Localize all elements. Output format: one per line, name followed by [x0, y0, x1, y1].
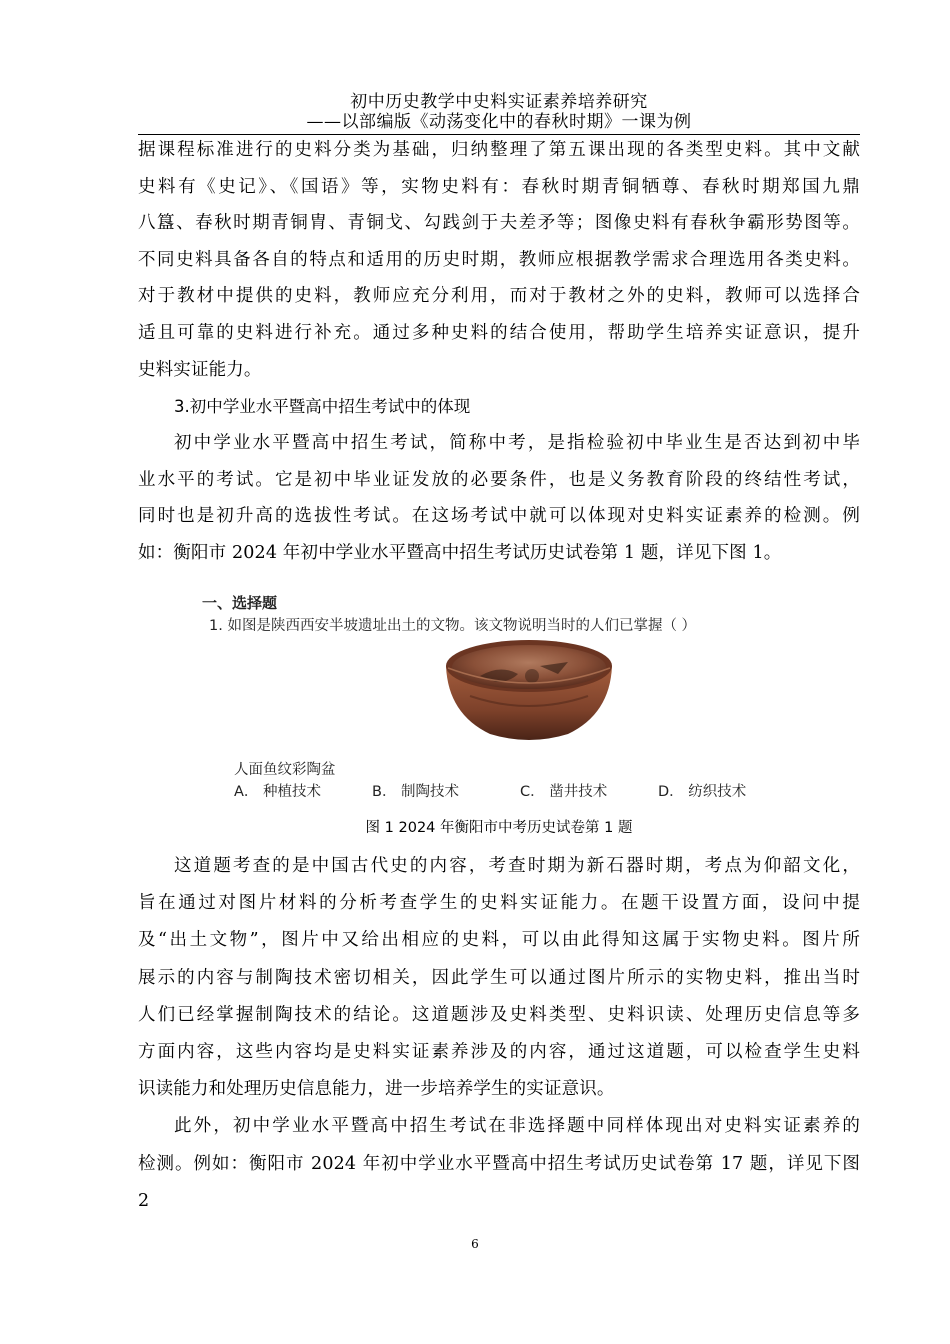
- paragraph-1: [138, 132, 860, 388]
- text-line: 不同史料具备各自的特点和适用的历史时期，教师应根据教学需求合理选用各类史料。: [138, 249, 860, 270]
- question-stem: 1. 如图是陕西西安半坡遗址出土的文物。该文物说明当时的人们已掌握（ ）: [209, 618, 697, 634]
- text-line: 初中学业水平暨高中招生考试，简称中考，是指检验初中毕业生是否达到初中毕: [174, 433, 860, 454]
- exam-question-figure: [200, 590, 800, 810]
- figure-caption: 图 1 2024 年衡阳市中考历史试卷第 1 题: [365, 820, 633, 836]
- option-a: A． 种植技术: [234, 784, 322, 800]
- text-line: 人们已经掌握制陶技术的结论。这道题涉及史料类型、史料识读、处理历史信息等多: [138, 1004, 860, 1025]
- text-line: 对于教材中提供的史料，教师应充分利用，而对于教材之外的史料，教师可以选择合: [138, 286, 860, 307]
- option-d: D． 纺织技术: [658, 784, 747, 800]
- header-title: 初中历史教学中史料实证素养培养研究: [350, 92, 648, 112]
- text-line: 旨在通过对图片材料的分析考查学生的史料实证能力。在题干设置方面，设问中提: [138, 893, 860, 914]
- paragraph-2: [138, 425, 860, 571]
- header-subtitle: ——以部编版《动荡变化中的春秋时期》一课为例: [306, 112, 692, 132]
- paragraph-4: [138, 1108, 860, 1220]
- painted-pottery-bowl-icon: [440, 636, 618, 744]
- text-line: 检测。例如：衡阳市 2024 年初中学业水平暨高中招生考试历史试卷第 17 题，详见下图: [138, 1153, 860, 1174]
- body-text-upper: [138, 132, 860, 572]
- artifact-label: 人面鱼纹彩陶盆: [234, 762, 336, 778]
- body-text-lower: [138, 848, 860, 1220]
- text-line: 同时也是初升高的选拔性考试。在这场考试中就可以体现对史料实证素养的检测。例: [138, 506, 860, 527]
- text-line: 史料实证能力。: [138, 359, 262, 380]
- text-line: 八簋、春秋时期青铜胄、青铜戈、勾践剑于夫差矛等；图像史料有春秋争霸形势图等。: [138, 213, 860, 234]
- option-c: C． 凿井技术: [520, 784, 608, 800]
- text-line: 此外，初中学业水平暨高中招生考试在非选择题中同样体现出对史料实证素养的: [174, 1116, 860, 1137]
- text-line: 这道题考查的是中国古代史的内容，考查时期为新石器时期，考点为仰韶文化，: [174, 856, 860, 876]
- text-line: 据课程标准进行的史料分类为基础，归纳整理了第五课出现的各类型史料。其中文献: [138, 140, 860, 160]
- paragraph-3: [138, 848, 860, 1108]
- option-b: B． 制陶技术: [372, 784, 460, 800]
- running-header: [138, 92, 860, 132]
- text-line: 史料有《史记》、《国语》等，实物史料有：春秋时期青铜牺尊、春秋时期郑国九鼎: [138, 176, 860, 197]
- text-line: 如：衡阳市 2024 年初中学业水平暨高中招生考试历史试卷第 1 题，详见下图 1。: [138, 542, 782, 563]
- section-heading: 3.初中学业水平暨高中招生考试中的体现: [174, 397, 471, 417]
- text-line: 业水平的考试。它是初中毕业证发放的必要条件，也是义务教育阶段的终结性考试，: [138, 469, 860, 490]
- text-line: 识读能力和处理历史信息能力，进一步培养学生的实证意识。: [138, 1079, 615, 1100]
- text-line: 方面内容，这些内容均是史料实证素养涉及的内容，通过这道题，可以检查学生史料: [138, 1042, 860, 1063]
- text-line: 展示的内容与制陶技术密切相关，因此学生可以通过图片所示的实物史料，推出当时: [138, 967, 860, 988]
- text-line: 适且可靠的史料进行补充。通过多种史料的结合使用，帮助学生培养实证意识，提升: [138, 322, 860, 343]
- text-line: 2: [138, 1190, 150, 1211]
- question-section-label: 一、选择题: [202, 594, 278, 612]
- text-line: 及“出土文物”，图片中又给出相应的史料，可以由此得知这属于实物史料。图片所: [138, 930, 860, 951]
- page-number: 6: [471, 1237, 479, 1251]
